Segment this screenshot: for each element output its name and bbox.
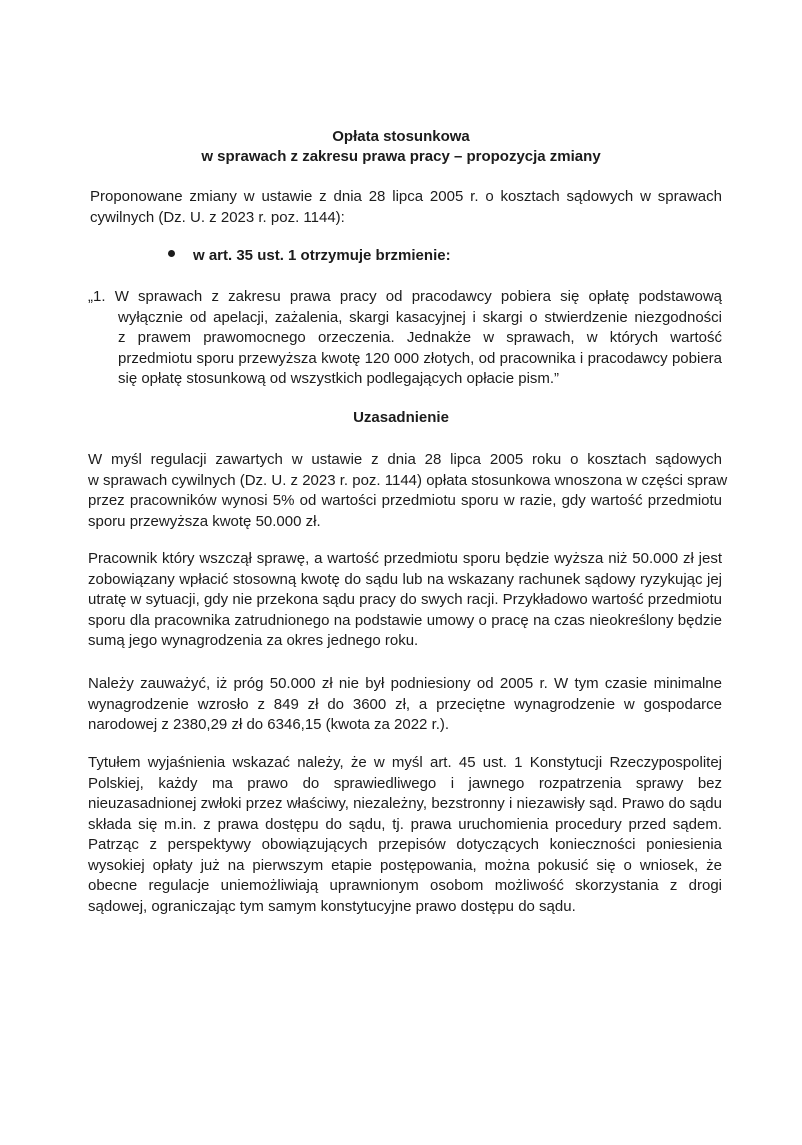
document-title: Opłata stosunkowa bbox=[332, 128, 470, 145]
paragraph-line: sądowej, ograniczając tym samym konstytucyjne prawo dostępu do sądu. bbox=[88, 897, 576, 915]
paragraph-line: nieuzasadnionej zwłoki przez właściwy, niezależny, bezstronny i niezawisły sąd. Prawo do sądu bbox=[88, 795, 722, 812]
paragraph-line: przez pracowników wynosi 5% od wartości przedmiotu sporu w razie, gdy wartość przedmiotu bbox=[88, 492, 722, 509]
intro-line: Proponowane zmiany w ustawie z dnia 28 lipca 2005 r. o kosztach sądowych w sprawach bbox=[90, 188, 722, 205]
intro-paragraph bbox=[90, 187, 722, 228]
paragraph-line: zobowiązany wpłacić stosowną kwotę do sądu lub na wskazany rachunek sądowy ryzykując jej bbox=[88, 570, 722, 588]
justification-paragraph-4 bbox=[88, 753, 722, 917]
bullet-icon bbox=[168, 250, 175, 257]
paragraph-line: składa się m.in. z prawa dostępu do sądu, tj. prawa uruchomienia procedury przed sądem. bbox=[88, 815, 722, 833]
quote-line: z prawem prawomocnego orzeczenia. Jednakże w sprawach, w których wartość bbox=[118, 329, 722, 346]
justification-paragraph-1 bbox=[88, 450, 728, 532]
quote-line: przedmiotu sporu przewyższa kwotę 120 000 złotych, od pracownika i pracodawcy pobiera bbox=[118, 349, 722, 367]
justification-paragraph-3 bbox=[88, 674, 722, 736]
paragraph-line: Patrząc z perspektywy obowiązujących przepisów dotyczących konieczności poniesienia bbox=[88, 836, 722, 853]
document-subtitle: w sprawach z zakresu prawa pracy – propozycja zmiany bbox=[201, 148, 601, 165]
paragraph-line: Pracownik który wszczął sprawę, a wartość przedmiotu sporu będzie wyższa niż 50.000 zł jest bbox=[88, 550, 722, 567]
paragraph-line: sumą jego wynagrodzenia za okres jednego roku. bbox=[88, 632, 419, 649]
paragraph-line: Polskiej, każdy ma prawo do sprawiedliwego i jawnego rozpatrzenia sprawy bez bbox=[88, 774, 722, 792]
paragraph-line: sporu dla pracownika zatrudnionego na podstawie umowy o pracę na czas nieokreślony będzie bbox=[88, 611, 722, 629]
quote-line: wyłącznie od apelacji, zażalenia, skargi kasacyjnej i skargi o stwierdzenie niezgodności bbox=[118, 308, 722, 326]
paragraph-line: W myśl regulacji zawartych w ustawie z dnia 28 lipca 2005 roku o kosztach sądowych bbox=[88, 451, 722, 468]
justification-paragraph-2 bbox=[88, 549, 722, 652]
paragraph-line: obecne regulacje uniemożliwiają uprawnionym osobom możliwość skorzystania z drogi bbox=[88, 877, 722, 894]
paragraph-line: wynagrodzenie wzrosło z 849 zł do 3600 zł, a przeciętne wynagrodzenie w gospodarce bbox=[88, 695, 722, 713]
justification-heading: Uzasadnienie bbox=[353, 409, 449, 426]
quote-line: się opłatę stosunkową od wszystkich podlegających opłacie pism.” bbox=[118, 370, 560, 387]
intro-line: cywilnych (Dz. U. z 2023 r. poz. 1144): bbox=[90, 208, 345, 226]
paragraph-line: narodowej z 2380,29 zł do 6346,15 (kwota za 2022 r.). bbox=[88, 716, 450, 733]
paragraph-line: Należy zauważyć, iż próg 50.000 zł nie był podniesiony od 2005 r. W tym czasie minimalne bbox=[88, 675, 722, 692]
paragraph-line: wysokiej opłaty już na pierwszym etapie postępowania, można pokusić się o wniosek, że bbox=[88, 856, 722, 874]
proposed-provision-quote bbox=[88, 287, 722, 390]
quote-line: „1. W sprawach z zakresu prawa pracy od pracodawcy pobiera się opłatę podstawową bbox=[88, 288, 722, 305]
paragraph-line: utratę w sytuacji, gdy nie przekona sądu pracy do swych racji. Przykładowo wartość przedmiotu bbox=[88, 591, 722, 608]
amendment-bullet: w art. 35 ust. 1 otrzymuje brzmienie: bbox=[193, 247, 451, 264]
paragraph-line: sporu przewyższa kwotę 50.000 zł. bbox=[88, 512, 321, 530]
paragraph-line: w sprawach cywilnych (Dz. U. z 2023 r. poz. 1144) opłata stosunkowa wnoszona w części spraw bbox=[88, 471, 728, 489]
paragraph-line: Tytułem wyjaśnienia wskazać należy, że w myśl art. 45 ust. 1 Konstytucji Rzeczypospolitej bbox=[88, 754, 722, 771]
